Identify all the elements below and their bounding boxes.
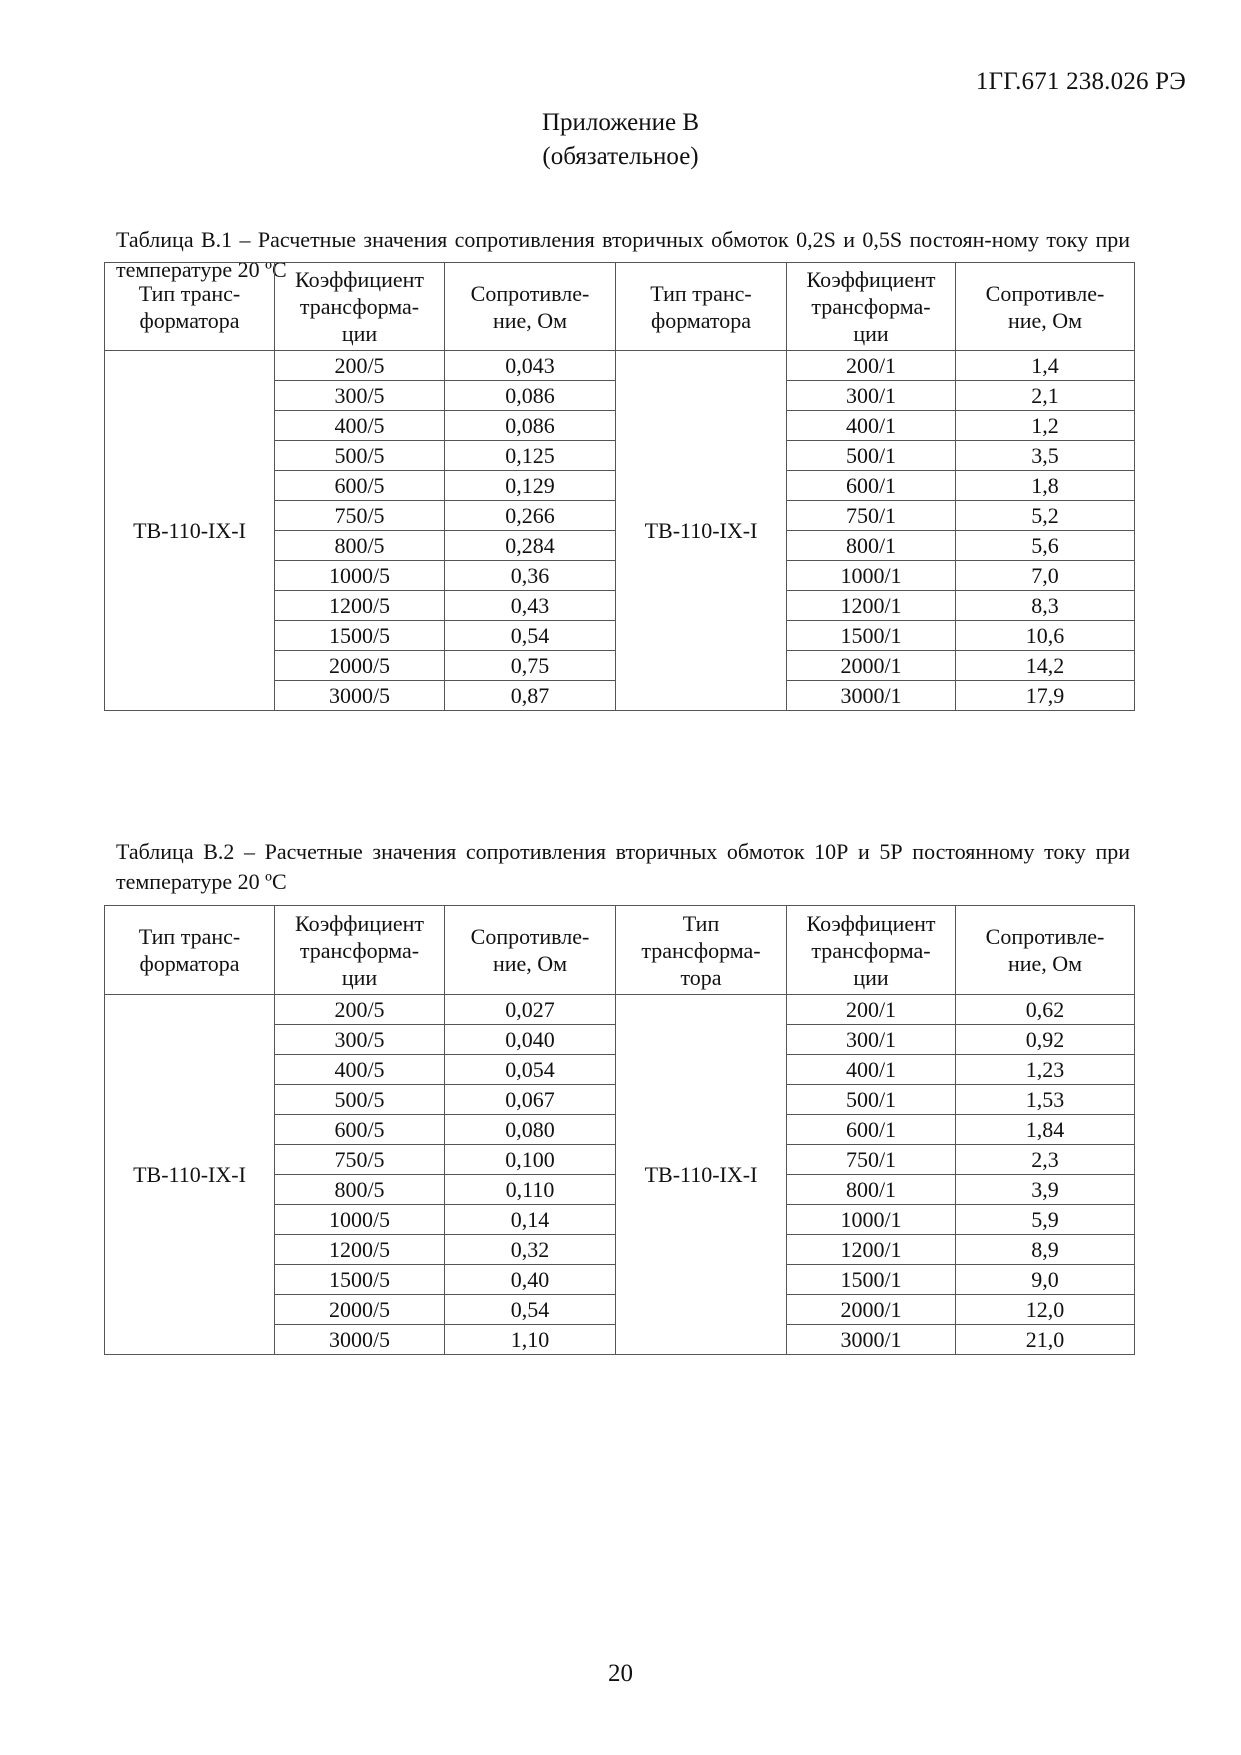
table2-resistance-10P-5P — [104, 905, 1135, 1355]
resistance-cell: 1,84 — [956, 1115, 1135, 1145]
resistance-cell: 0,086 — [445, 381, 616, 411]
transformer-type-cell: ТВ-110-IX-I — [105, 995, 275, 1355]
resistance-cell: 0,32 — [445, 1235, 616, 1265]
ratio-cell: 1000/5 — [275, 561, 445, 591]
ratio-cell: 200/1 — [787, 995, 956, 1025]
column-header: Тип транс- форматора — [105, 906, 275, 995]
column-header: Коэффициент трансформа- ции — [275, 263, 445, 351]
ratio-cell: 200/5 — [275, 351, 445, 381]
ratio-cell: 600/1 — [787, 471, 956, 501]
resistance-cell: 1,23 — [956, 1055, 1135, 1085]
ratio-cell: 1200/1 — [787, 591, 956, 621]
resistance-cell: 12,0 — [956, 1295, 1135, 1325]
resistance-cell: 1,53 — [956, 1085, 1135, 1115]
table-header-row — [105, 906, 1135, 995]
ratio-cell: 2000/5 — [275, 1295, 445, 1325]
resistance-cell: 14,2 — [956, 651, 1135, 681]
ratio-cell: 300/5 — [275, 1025, 445, 1055]
resistance-cell: 0,129 — [445, 471, 616, 501]
resistance-cell: 9,0 — [956, 1265, 1135, 1295]
ratio-cell: 3000/1 — [787, 681, 956, 711]
ratio-cell: 800/5 — [275, 531, 445, 561]
ratio-cell: 800/5 — [275, 1175, 445, 1205]
resistance-cell: 8,9 — [956, 1235, 1135, 1265]
ratio-cell: 750/5 — [275, 1145, 445, 1175]
resistance-cell: 5,2 — [956, 501, 1135, 531]
ratio-cell: 400/1 — [787, 1055, 956, 1085]
ratio-cell: 1200/5 — [275, 1235, 445, 1265]
resistance-cell: 0,62 — [956, 995, 1135, 1025]
ratio-cell: 500/5 — [275, 441, 445, 471]
resistance-cell: 17,9 — [956, 681, 1135, 711]
table-row — [105, 995, 1135, 1025]
resistance-cell: 0,266 — [445, 501, 616, 531]
resistance-cell: 0,100 — [445, 1145, 616, 1175]
ratio-cell: 1200/1 — [787, 1235, 956, 1265]
ratio-cell: 2000/1 — [787, 651, 956, 681]
resistance-cell: 3,9 — [956, 1175, 1135, 1205]
resistance-cell: 0,080 — [445, 1115, 616, 1145]
ratio-cell: 1500/5 — [275, 621, 445, 651]
column-header: Сопротивле- ние, Ом — [956, 263, 1135, 351]
appendix-title: Приложение В — [541, 109, 700, 136]
ratio-cell: 750/1 — [787, 501, 956, 531]
resistance-cell: 1,8 — [956, 471, 1135, 501]
resistance-cell: 8,3 — [956, 591, 1135, 621]
ratio-cell: 300/5 — [275, 381, 445, 411]
resistance-cell: 0,54 — [445, 1295, 616, 1325]
resistance-cell: 10,6 — [956, 621, 1135, 651]
document-code: 1ГГ.671 238.026 РЭ — [975, 68, 1186, 95]
resistance-cell: 0,92 — [956, 1025, 1135, 1055]
ratio-cell: 200/5 — [275, 995, 445, 1025]
table1-caption: Таблица В.1 – Расчетные значения сопротивления вторичных обмоток 0,2S и 0,5S постоян-ному току при температуре 20 ºС — [116, 227, 1130, 282]
table-header-row — [105, 263, 1135, 351]
appendix-heading — [0, 106, 1241, 174]
ratio-cell: 400/5 — [275, 1055, 445, 1085]
ratio-cell: 500/1 — [787, 1085, 956, 1115]
column-header: Сопротивле- ние, Ом — [445, 906, 616, 995]
column-header: Тип транс- форматора — [616, 263, 787, 351]
ratio-cell: 600/5 — [275, 471, 445, 501]
table-row — [105, 351, 1135, 381]
resistance-cell: 5,6 — [956, 531, 1135, 561]
ratio-cell: 800/1 — [787, 1175, 956, 1205]
page-number: 20 — [608, 1660, 633, 1687]
resistance-cell: 0,40 — [445, 1265, 616, 1295]
column-header: Коэффициент трансформа- ции — [787, 263, 956, 351]
resistance-cell: 0,14 — [445, 1205, 616, 1235]
resistance-cell: 0,086 — [445, 411, 616, 441]
resistance-cell: 0,027 — [445, 995, 616, 1025]
resistance-cell: 3,5 — [956, 441, 1135, 471]
ratio-cell: 200/1 — [787, 351, 956, 381]
transformer-type-cell: ТВ-110-IX-I — [105, 351, 275, 711]
resistance-cell: 0,54 — [445, 621, 616, 651]
column-header: Сопротивле- ние, Ом — [956, 906, 1135, 995]
transformer-type-cell: ТВ-110-IX-I — [616, 351, 787, 711]
table1-resistance-02S-05S — [104, 262, 1135, 711]
ratio-cell: 600/1 — [787, 1115, 956, 1145]
ratio-cell: 300/1 — [787, 1025, 956, 1055]
column-header: Тип транс- форматора — [105, 263, 275, 351]
ratio-cell: 1000/5 — [275, 1205, 445, 1235]
ratio-cell: 2000/1 — [787, 1295, 956, 1325]
resistance-cell: 0,75 — [445, 651, 616, 681]
ratio-cell: 1500/1 — [787, 621, 956, 651]
column-header: Сопротивле- ние, Ом — [445, 263, 616, 351]
resistance-cell: 0,36 — [445, 561, 616, 591]
ratio-cell: 300/1 — [787, 381, 956, 411]
ratio-cell: 500/1 — [787, 441, 956, 471]
table2-caption: Таблица В.2 – Расчетные значения сопротивления вторичных обмоток 10Р и 5Р постоянному току при температуре 20 ºС — [116, 839, 1130, 894]
column-header: Коэффициент трансформа- ции — [275, 906, 445, 995]
resistance-cell: 7,0 — [956, 561, 1135, 591]
column-header: Коэффициент трансформа- ции — [787, 906, 956, 995]
resistance-cell: 1,10 — [445, 1325, 616, 1355]
appendix-subtitle: (обязательное) — [542, 143, 699, 170]
ratio-cell: 600/5 — [275, 1115, 445, 1145]
ratio-cell: 400/5 — [275, 411, 445, 441]
ratio-cell: 750/1 — [787, 1145, 956, 1175]
ratio-cell: 400/1 — [787, 411, 956, 441]
resistance-cell: 0,040 — [445, 1025, 616, 1055]
resistance-cell: 0,067 — [445, 1085, 616, 1115]
ratio-cell: 1000/1 — [787, 561, 956, 591]
ratio-cell: 1500/5 — [275, 1265, 445, 1295]
ratio-cell: 800/1 — [787, 531, 956, 561]
resistance-cell: 1,2 — [956, 411, 1135, 441]
transformer-type-cell: ТВ-110-IX-I — [616, 995, 787, 1355]
ratio-cell: 750/5 — [275, 501, 445, 531]
resistance-cell: 2,1 — [956, 381, 1135, 411]
resistance-cell: 0,110 — [445, 1175, 616, 1205]
resistance-cell: 21,0 — [956, 1325, 1135, 1355]
ratio-cell: 2000/5 — [275, 651, 445, 681]
ratio-cell: 3000/5 — [275, 681, 445, 711]
resistance-cell: 5,9 — [956, 1205, 1135, 1235]
column-header: Тип трансформа- тора — [616, 906, 787, 995]
resistance-cell: 0,043 — [445, 351, 616, 381]
ratio-cell: 1500/1 — [787, 1265, 956, 1295]
ratio-cell: 1200/5 — [275, 591, 445, 621]
ratio-cell: 3000/1 — [787, 1325, 956, 1355]
ratio-cell: 1000/1 — [787, 1205, 956, 1235]
resistance-cell: 0,054 — [445, 1055, 616, 1085]
resistance-cell: 0,43 — [445, 591, 616, 621]
resistance-cell: 0,125 — [445, 441, 616, 471]
resistance-cell: 0,284 — [445, 531, 616, 561]
ratio-cell: 500/5 — [275, 1085, 445, 1115]
resistance-cell: 2,3 — [956, 1145, 1135, 1175]
resistance-cell: 0,87 — [445, 681, 616, 711]
resistance-cell: 1,4 — [956, 351, 1135, 381]
ratio-cell: 3000/5 — [275, 1325, 445, 1355]
